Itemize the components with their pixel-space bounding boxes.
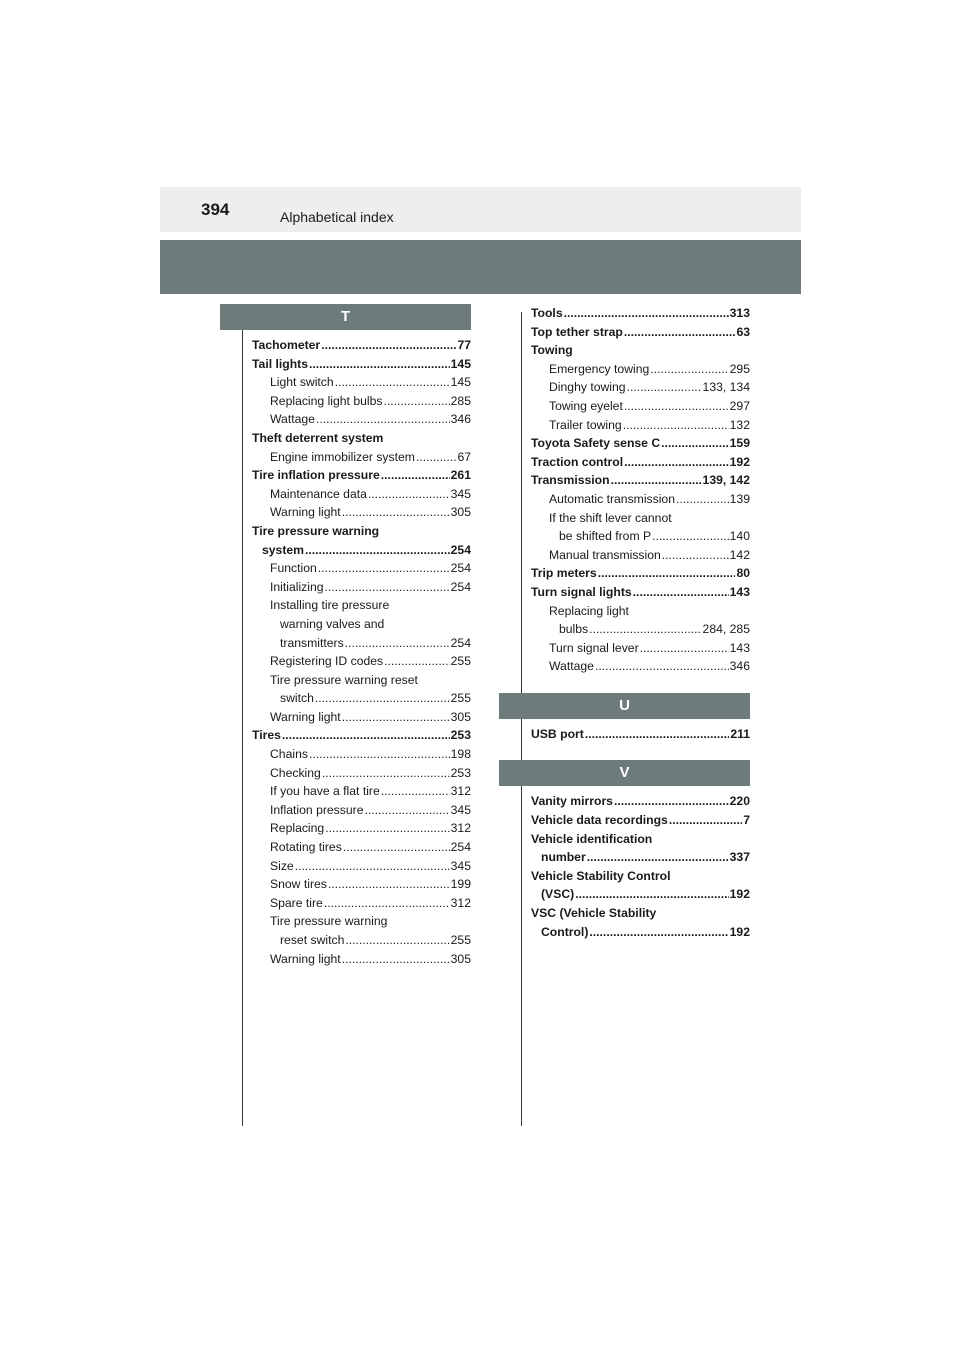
index-entry xyxy=(499,904,750,923)
entry-page-number[interactable]: 63 xyxy=(736,324,750,339)
header-bar xyxy=(160,187,801,232)
index-entry xyxy=(220,503,471,522)
entry-label: Spare tire xyxy=(270,895,323,910)
dot-leader xyxy=(345,931,449,950)
entry-page-number[interactable]: 305 xyxy=(450,709,471,724)
header-band xyxy=(160,240,801,294)
entry-page-number[interactable]: 345 xyxy=(450,802,471,817)
entry-page-number[interactable]: 7 xyxy=(743,813,750,828)
entry-label: be shifted from P xyxy=(559,529,652,544)
entry-label: Rotating tires xyxy=(270,840,342,855)
entry-label: Trip meters xyxy=(531,566,597,581)
entry-label: Emergency towing xyxy=(549,361,650,376)
entry-page-number[interactable]: 159 xyxy=(729,436,750,451)
dot-leader xyxy=(611,471,702,490)
dot-leader xyxy=(324,894,450,913)
entry-page-number[interactable]: 254 xyxy=(450,635,471,650)
index-list-v xyxy=(499,792,750,941)
entry-page-number[interactable]: 254 xyxy=(450,542,471,557)
entry-label: warning valves and xyxy=(280,616,385,631)
entry-page-number[interactable]: 142 xyxy=(729,547,750,562)
entry-label: Replacing xyxy=(270,821,325,836)
index-entry xyxy=(220,894,471,913)
entry-label: Traction control xyxy=(531,454,624,469)
index-entry xyxy=(220,541,471,560)
index-list-t-left xyxy=(220,336,471,968)
dot-leader xyxy=(589,923,728,942)
entry-page-number[interactable]: 312 xyxy=(450,784,471,799)
entry-label: Towing xyxy=(531,343,573,358)
index-entry xyxy=(499,360,750,379)
dot-leader xyxy=(669,811,742,830)
entry-label: Trailer towing xyxy=(549,417,622,432)
entry-label: Initializing xyxy=(270,579,324,594)
entry-page-number[interactable]: 285 xyxy=(450,393,471,408)
entry-label: Transmission xyxy=(531,473,610,488)
index-entry xyxy=(220,875,471,894)
entry-label: USB port xyxy=(531,726,584,741)
index-entry xyxy=(499,848,750,867)
entry-page-number[interactable]: 305 xyxy=(450,505,471,520)
dot-leader xyxy=(282,726,450,745)
dot-leader xyxy=(595,657,729,676)
entry-page-number[interactable]: 192 xyxy=(729,887,750,902)
entry-label: number xyxy=(541,850,586,865)
entry-label: Inflation pressure xyxy=(270,802,364,817)
dot-leader xyxy=(295,857,450,876)
dot-leader xyxy=(309,355,450,374)
entry-label: Theft deterrent system xyxy=(252,430,384,445)
entry-label: Vehicle Stability Control xyxy=(531,868,671,883)
entry-page-number[interactable]: 254 xyxy=(450,840,471,855)
dot-leader xyxy=(614,792,729,811)
entry-page-number[interactable]: 192 xyxy=(729,454,750,469)
dot-leader xyxy=(661,434,729,453)
entry-page-number[interactable]: 255 xyxy=(450,654,471,669)
entry-page-number[interactable]: 345 xyxy=(450,486,471,501)
entry-label: Tire inflation pressure xyxy=(252,468,380,483)
dot-leader xyxy=(662,546,729,565)
dot-leader xyxy=(368,485,450,504)
entry-label: Warning light xyxy=(270,505,341,520)
index-entry xyxy=(499,304,750,323)
entry-label: Tachometer xyxy=(252,338,321,352)
entry-page-number[interactable]: 67 xyxy=(457,449,471,464)
index-list-t-right xyxy=(499,304,750,676)
entry-page-number[interactable]: 145 xyxy=(450,356,471,371)
entry-label: (VSC) xyxy=(541,887,575,902)
dot-leader xyxy=(321,336,456,355)
entry-page-number[interactable]: 192 xyxy=(729,924,750,939)
entry-label: Wattage xyxy=(549,659,594,674)
dot-leader xyxy=(623,416,729,435)
dot-leader xyxy=(589,620,701,639)
dot-leader xyxy=(335,373,450,392)
entry-page-number[interactable]: 143 xyxy=(729,584,750,599)
page-number: 394 xyxy=(201,200,230,219)
entry-page-number[interactable]: 261 xyxy=(450,468,471,483)
entry-page-number[interactable]: 132 xyxy=(729,417,750,432)
index-entry xyxy=(220,615,471,634)
dot-leader xyxy=(345,634,450,653)
entry-page-number[interactable]: 211 xyxy=(730,726,750,741)
index-column-right xyxy=(499,304,750,941)
entry-label: If the shift lever cannot xyxy=(549,510,672,525)
entry-label: Chains xyxy=(270,747,308,762)
entry-label: Automatic transmission xyxy=(549,491,675,506)
entry-label: Manual transmission xyxy=(549,547,661,562)
dot-leader xyxy=(325,578,450,597)
dot-leader xyxy=(343,838,450,857)
index-entry xyxy=(499,725,750,744)
index-entry xyxy=(220,410,471,429)
index-entry xyxy=(220,448,471,467)
entry-label: Engine immobilizer system xyxy=(270,449,415,464)
dot-leader xyxy=(381,466,450,485)
entry-label: Vanity mirrors xyxy=(531,794,613,809)
dot-leader xyxy=(365,801,450,820)
index-entry xyxy=(220,671,471,690)
index-entry xyxy=(220,857,471,876)
index-entry xyxy=(220,559,471,578)
index-entry xyxy=(220,950,471,969)
entry-page-number[interactable]: 77 xyxy=(457,338,471,352)
index-entry xyxy=(220,708,471,727)
entry-label: Vehicle data recordings xyxy=(531,813,668,828)
index-column-left xyxy=(220,304,471,968)
index-entry xyxy=(220,689,471,708)
page-title: Alphabetical index xyxy=(280,209,394,225)
index-entry xyxy=(220,634,471,653)
index-entry xyxy=(499,490,750,509)
entry-page-number[interactable]: 139, 142 xyxy=(702,473,750,488)
section-letter-t: T xyxy=(220,304,471,330)
index-entry xyxy=(499,453,750,472)
index-entry xyxy=(499,657,750,676)
index-entry xyxy=(499,867,750,886)
entry-label: Control) xyxy=(541,924,589,939)
entry-label: Tools xyxy=(531,306,563,320)
dot-leader xyxy=(575,885,728,904)
entry-page-number[interactable]: 198 xyxy=(450,747,471,762)
dot-leader xyxy=(328,875,450,894)
dot-leader xyxy=(325,819,449,838)
entry-label: Top tether strap xyxy=(531,324,623,339)
index-entry xyxy=(220,485,471,504)
entry-label: Turn signal lever xyxy=(549,640,639,655)
dot-leader xyxy=(585,725,730,744)
dot-leader xyxy=(309,745,450,764)
dot-leader xyxy=(342,950,450,969)
entry-page-number[interactable]: 255 xyxy=(450,691,471,706)
entry-label: switch xyxy=(280,691,314,706)
entry-page-number[interactable]: 254 xyxy=(450,561,471,576)
entry-page-number[interactable]: 345 xyxy=(450,858,471,873)
entry-page-number[interactable]: 346 xyxy=(450,412,471,427)
entry-label: Tail lights xyxy=(252,356,308,371)
entry-label: Maintenance data xyxy=(270,486,367,501)
index-entry xyxy=(220,429,471,448)
index-entry xyxy=(220,522,471,541)
entry-label: Installing tire pressure xyxy=(270,598,390,613)
index-entry xyxy=(499,923,750,942)
dot-leader xyxy=(416,448,456,467)
entry-label: Replacing light xyxy=(549,603,629,618)
entry-page-number[interactable]: 133, 134 xyxy=(702,380,750,395)
entry-page-number[interactable]: 199 xyxy=(450,877,471,892)
index-entry xyxy=(499,416,750,435)
dot-leader xyxy=(676,490,729,509)
index-entry xyxy=(220,596,471,615)
entry-label: Function xyxy=(270,561,317,576)
index-entry xyxy=(220,764,471,783)
entry-page-number[interactable]: 253 xyxy=(450,765,471,780)
index-entry xyxy=(220,392,471,411)
entry-page-number[interactable]: 284, 285 xyxy=(702,622,750,637)
entry-label: Registering ID codes xyxy=(270,654,384,669)
entry-label: Warning light xyxy=(270,951,341,966)
dot-leader xyxy=(624,323,736,342)
index-entry xyxy=(499,527,750,546)
entry-page-number[interactable]: 312 xyxy=(450,821,471,836)
entry-label: Tire pressure warning xyxy=(270,914,388,929)
section-letter-u: U xyxy=(499,693,750,719)
entry-page-number[interactable]: 313 xyxy=(729,306,750,320)
entry-label: Tire pressure warning xyxy=(252,523,380,538)
index-entry xyxy=(499,471,750,490)
index-entry xyxy=(220,801,471,820)
entry-label: VSC (Vehicle Stability xyxy=(531,906,657,921)
index-entry xyxy=(499,397,750,416)
index-entry xyxy=(220,745,471,764)
entry-page-number[interactable]: 80 xyxy=(736,566,750,581)
dot-leader xyxy=(652,527,729,546)
entry-page-number[interactable]: 253 xyxy=(450,728,471,743)
entry-label: Dinghy towing xyxy=(549,380,626,395)
index-entry xyxy=(220,838,471,857)
index-entry xyxy=(499,323,750,342)
entry-label: If you have a flat tire xyxy=(270,784,380,799)
dot-leader xyxy=(633,583,729,602)
entry-page-number[interactable]: 312 xyxy=(450,895,471,910)
entry-label: transmitters xyxy=(280,635,344,650)
index-entry xyxy=(499,639,750,658)
entry-page-number[interactable]: 297 xyxy=(729,398,750,413)
index-entry xyxy=(499,341,750,360)
entry-label: Wattage xyxy=(270,412,315,427)
index-entry xyxy=(499,546,750,565)
index-entry xyxy=(220,726,471,745)
index-entry xyxy=(220,819,471,838)
index-entry xyxy=(499,602,750,621)
dot-leader xyxy=(381,782,450,801)
entry-label: Towing eyelet xyxy=(549,398,623,413)
entry-label: Warning light xyxy=(270,709,341,724)
index-entry xyxy=(499,583,750,602)
dot-leader xyxy=(342,708,450,727)
index-entry xyxy=(220,373,471,392)
entry-label: Snow tires xyxy=(270,877,327,892)
index-entry xyxy=(220,466,471,485)
entry-label: Tires xyxy=(252,728,281,743)
dot-leader xyxy=(322,764,450,783)
index-entry xyxy=(499,620,750,639)
dot-leader xyxy=(587,848,729,867)
entry-label: Vehicle identification xyxy=(531,831,653,846)
index-entry xyxy=(499,378,750,397)
entry-label: Turn signal lights xyxy=(531,584,632,599)
entry-label: Toyota Safety sense C xyxy=(531,436,661,451)
index-entry xyxy=(220,782,471,801)
entry-label: Replacing light bulbs xyxy=(270,393,383,408)
entry-label: Checking xyxy=(270,765,321,780)
index-entry xyxy=(220,652,471,671)
section-letter-v: V xyxy=(499,760,750,786)
index-entry xyxy=(220,931,471,950)
index-entry xyxy=(499,509,750,528)
entry-label: Size xyxy=(270,858,294,873)
entry-page-number[interactable]: 305 xyxy=(450,951,471,966)
dot-leader xyxy=(627,378,702,397)
entry-label: reset switch xyxy=(280,933,345,947)
dot-leader xyxy=(650,360,728,379)
dot-leader xyxy=(342,503,450,522)
dot-leader xyxy=(624,453,729,472)
index-entry xyxy=(220,355,471,374)
dot-leader xyxy=(383,392,449,411)
dot-leader xyxy=(316,410,450,429)
entry-page-number[interactable]: 337 xyxy=(729,850,750,865)
index-entry xyxy=(499,792,750,811)
dot-leader xyxy=(564,304,729,323)
entry-label: system xyxy=(262,542,305,557)
index-entry xyxy=(499,830,750,849)
entry-page-number[interactable]: 255 xyxy=(450,933,471,947)
index-list-u xyxy=(499,725,750,744)
index-entry xyxy=(499,434,750,453)
entry-label: bulbs xyxy=(559,622,589,637)
entry-page-number[interactable]: 139 xyxy=(729,491,750,506)
entry-page-number[interactable]: 346 xyxy=(729,659,750,674)
dot-leader xyxy=(640,639,729,658)
index-entry xyxy=(220,578,471,597)
index-entry xyxy=(499,564,750,583)
dot-leader xyxy=(624,397,729,416)
entry-page-number[interactable]: 145 xyxy=(450,375,471,390)
index-entry xyxy=(220,336,471,355)
dot-leader xyxy=(384,652,450,671)
entry-label: Light switch xyxy=(270,375,334,390)
entry-page-number[interactable]: 220 xyxy=(729,794,750,809)
entry-page-number[interactable]: 295 xyxy=(729,361,750,376)
dot-leader xyxy=(598,564,736,583)
index-entry xyxy=(499,885,750,904)
index-entry xyxy=(499,811,750,830)
dot-leader xyxy=(315,689,450,708)
entry-page-number[interactable]: 140 xyxy=(729,529,750,544)
entry-page-number[interactable]: 254 xyxy=(450,579,471,594)
dot-leader xyxy=(305,541,450,560)
entry-page-number[interactable]: 143 xyxy=(729,640,750,655)
entry-label: Tire pressure warning reset xyxy=(270,672,418,687)
index-entry xyxy=(220,912,471,931)
dot-leader xyxy=(318,559,450,578)
